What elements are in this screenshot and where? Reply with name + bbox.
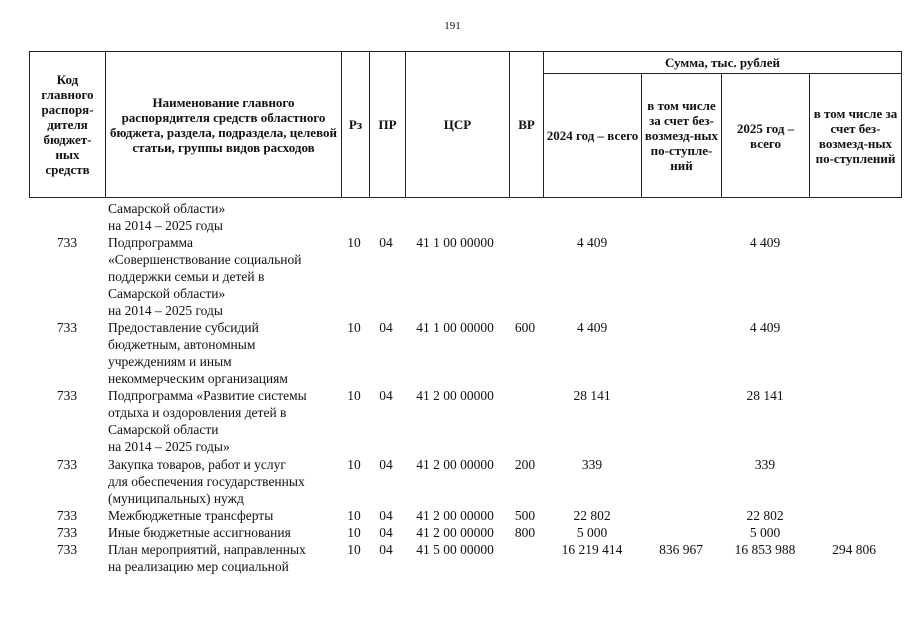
cell-rz: 10 [347,320,361,335]
table-row [29,387,901,456]
cell-pr: 04 [379,457,393,472]
cell-2024-total: 4 409 [576,235,608,250]
name-line: Межбюджетные трансферты [108,508,274,523]
table-body [29,200,901,575]
cell-csr: 41 1 00 00000 [416,320,494,335]
cell-rz: 10 [347,525,361,540]
header-vr: ВР [510,52,544,198]
table-row [29,200,901,234]
name-line: «Совершенствование социальной [108,252,302,267]
cell-2024-total: 4 409 [576,320,608,335]
name-line: для обеспечения государственных [108,474,305,489]
name-line: План мероприятий, направленных [108,542,306,557]
name-line: Подпрограмма [108,235,193,250]
cell-code: 733 [56,457,78,472]
cell-code: 733 [56,320,78,335]
cell-code: 733 [56,388,78,403]
cell-2025-total: 28 141 [746,388,784,403]
name-line: Подпрограмма «Развитие системы [108,388,307,403]
cell-vr: 600 [514,320,536,335]
cell-rz: 10 [347,542,361,557]
name-line: Самарской области» [108,286,226,301]
cell-csr: 41 2 00 00000 [416,457,494,472]
table-row [29,319,901,387]
cell-2024-total: 16 219 414 [561,542,623,557]
cell-pr: 04 [379,388,393,403]
cell-name [108,524,338,541]
cell-pr: 04 [379,320,393,335]
name-line: на реализацию мер социальной [108,559,289,574]
cell-pr: 04 [379,525,393,540]
cell-2025-total: 4 409 [749,320,781,335]
cell-csr: 41 2 00 00000 [416,388,494,403]
cell-2025-free: 294 806 [832,542,876,557]
name-line: на 2014 – 2025 годы» [108,439,230,454]
cell-rz: 10 [347,457,361,472]
table-row [29,524,901,541]
name-line: некоммерческим организациям [108,371,288,386]
cell-pr: 04 [379,508,393,523]
cell-2025-total: 16 853 988 [734,542,796,557]
cell-rz: 10 [347,508,361,523]
cell-2025-total: 339 [754,457,776,472]
name-line: на 2014 – 2025 годы [108,303,223,318]
cell-code: 733 [56,235,78,250]
cell-name [108,541,338,575]
cell-2024-total: 22 802 [573,508,611,523]
cell-code: 733 [56,508,78,523]
table-row [29,456,901,507]
cell-vr: 200 [514,457,536,472]
name-line: отдыха и оздоровления детей в [108,405,287,420]
table-row [29,234,901,319]
cell-2024-free: 836 967 [659,542,703,557]
cell-vr: 800 [514,525,536,540]
cell-pr: 04 [379,235,393,250]
cell-vr: 500 [514,508,536,523]
header-2025-free: в том числе за счет без-возмезд-ных по-ступлений [810,74,902,198]
cell-2024-total: 339 [581,457,603,472]
name-line: Закупка товаров, работ и услуг [108,457,286,472]
name-line: Самарской области [108,422,219,437]
name-line: (муниципальных) нужд [108,491,244,506]
header-2024-total: 2024 год – всего [544,74,642,198]
cell-2024-total: 5 000 [576,525,608,540]
cell-name [108,387,338,455]
table-row [29,507,901,524]
cell-code: 733 [56,525,78,540]
table-header [29,51,902,198]
name-line: учреждениям и иным [108,354,232,369]
cell-2025-total: 4 409 [749,235,781,250]
cell-rz: 10 [347,388,361,403]
name-line: бюджетным, автономным [108,337,256,352]
name-line: на 2014 – 2025 годы [108,218,223,233]
cell-name [108,456,338,507]
name-line: Иные бюджетные ассигнования [108,525,291,540]
cell-name [108,507,338,524]
cell-code: 733 [56,542,78,557]
cell-name [108,319,338,387]
cell-rz: 10 [347,235,361,250]
header-rz: Рз [342,52,370,198]
cell-csr: 41 1 00 00000 [416,235,494,250]
name-line: Предоставление субсидий [108,320,259,335]
cell-csr: 41 2 00 00000 [416,525,494,540]
cell-2025-total: 22 802 [746,508,784,523]
cell-csr: 41 2 00 00000 [416,508,494,523]
cell-pr: 04 [379,542,393,557]
name-line: поддержки семьи и детей в [108,269,265,284]
cell-name [108,234,338,319]
cell-2024-total: 28 141 [573,388,611,403]
header-2025-total: 2025 год – всего [722,74,810,198]
header-csr: ЦСР [406,52,510,198]
header-code: Код главного распоря-дителя бюджет-ных средств [30,52,106,198]
header-2024-free: в том числе за счет без-возмезд-ных по-ступле-ний [642,74,722,198]
header-pr: ПР [370,52,406,198]
cell-2025-total: 5 000 [749,525,781,540]
cell-csr: 41 5 00 00000 [416,542,494,557]
header-sum: Сумма, тыс. рублей [544,52,902,74]
table-row [29,541,901,575]
header-name: Наименование главного распорядителя средств областного бюджета, раздела, подраздела, целевой статьи, группы видов расходов [106,52,342,198]
page-number: 191 [444,20,461,32]
name-line: Самарской области» [108,201,226,216]
cell-name [108,200,338,234]
